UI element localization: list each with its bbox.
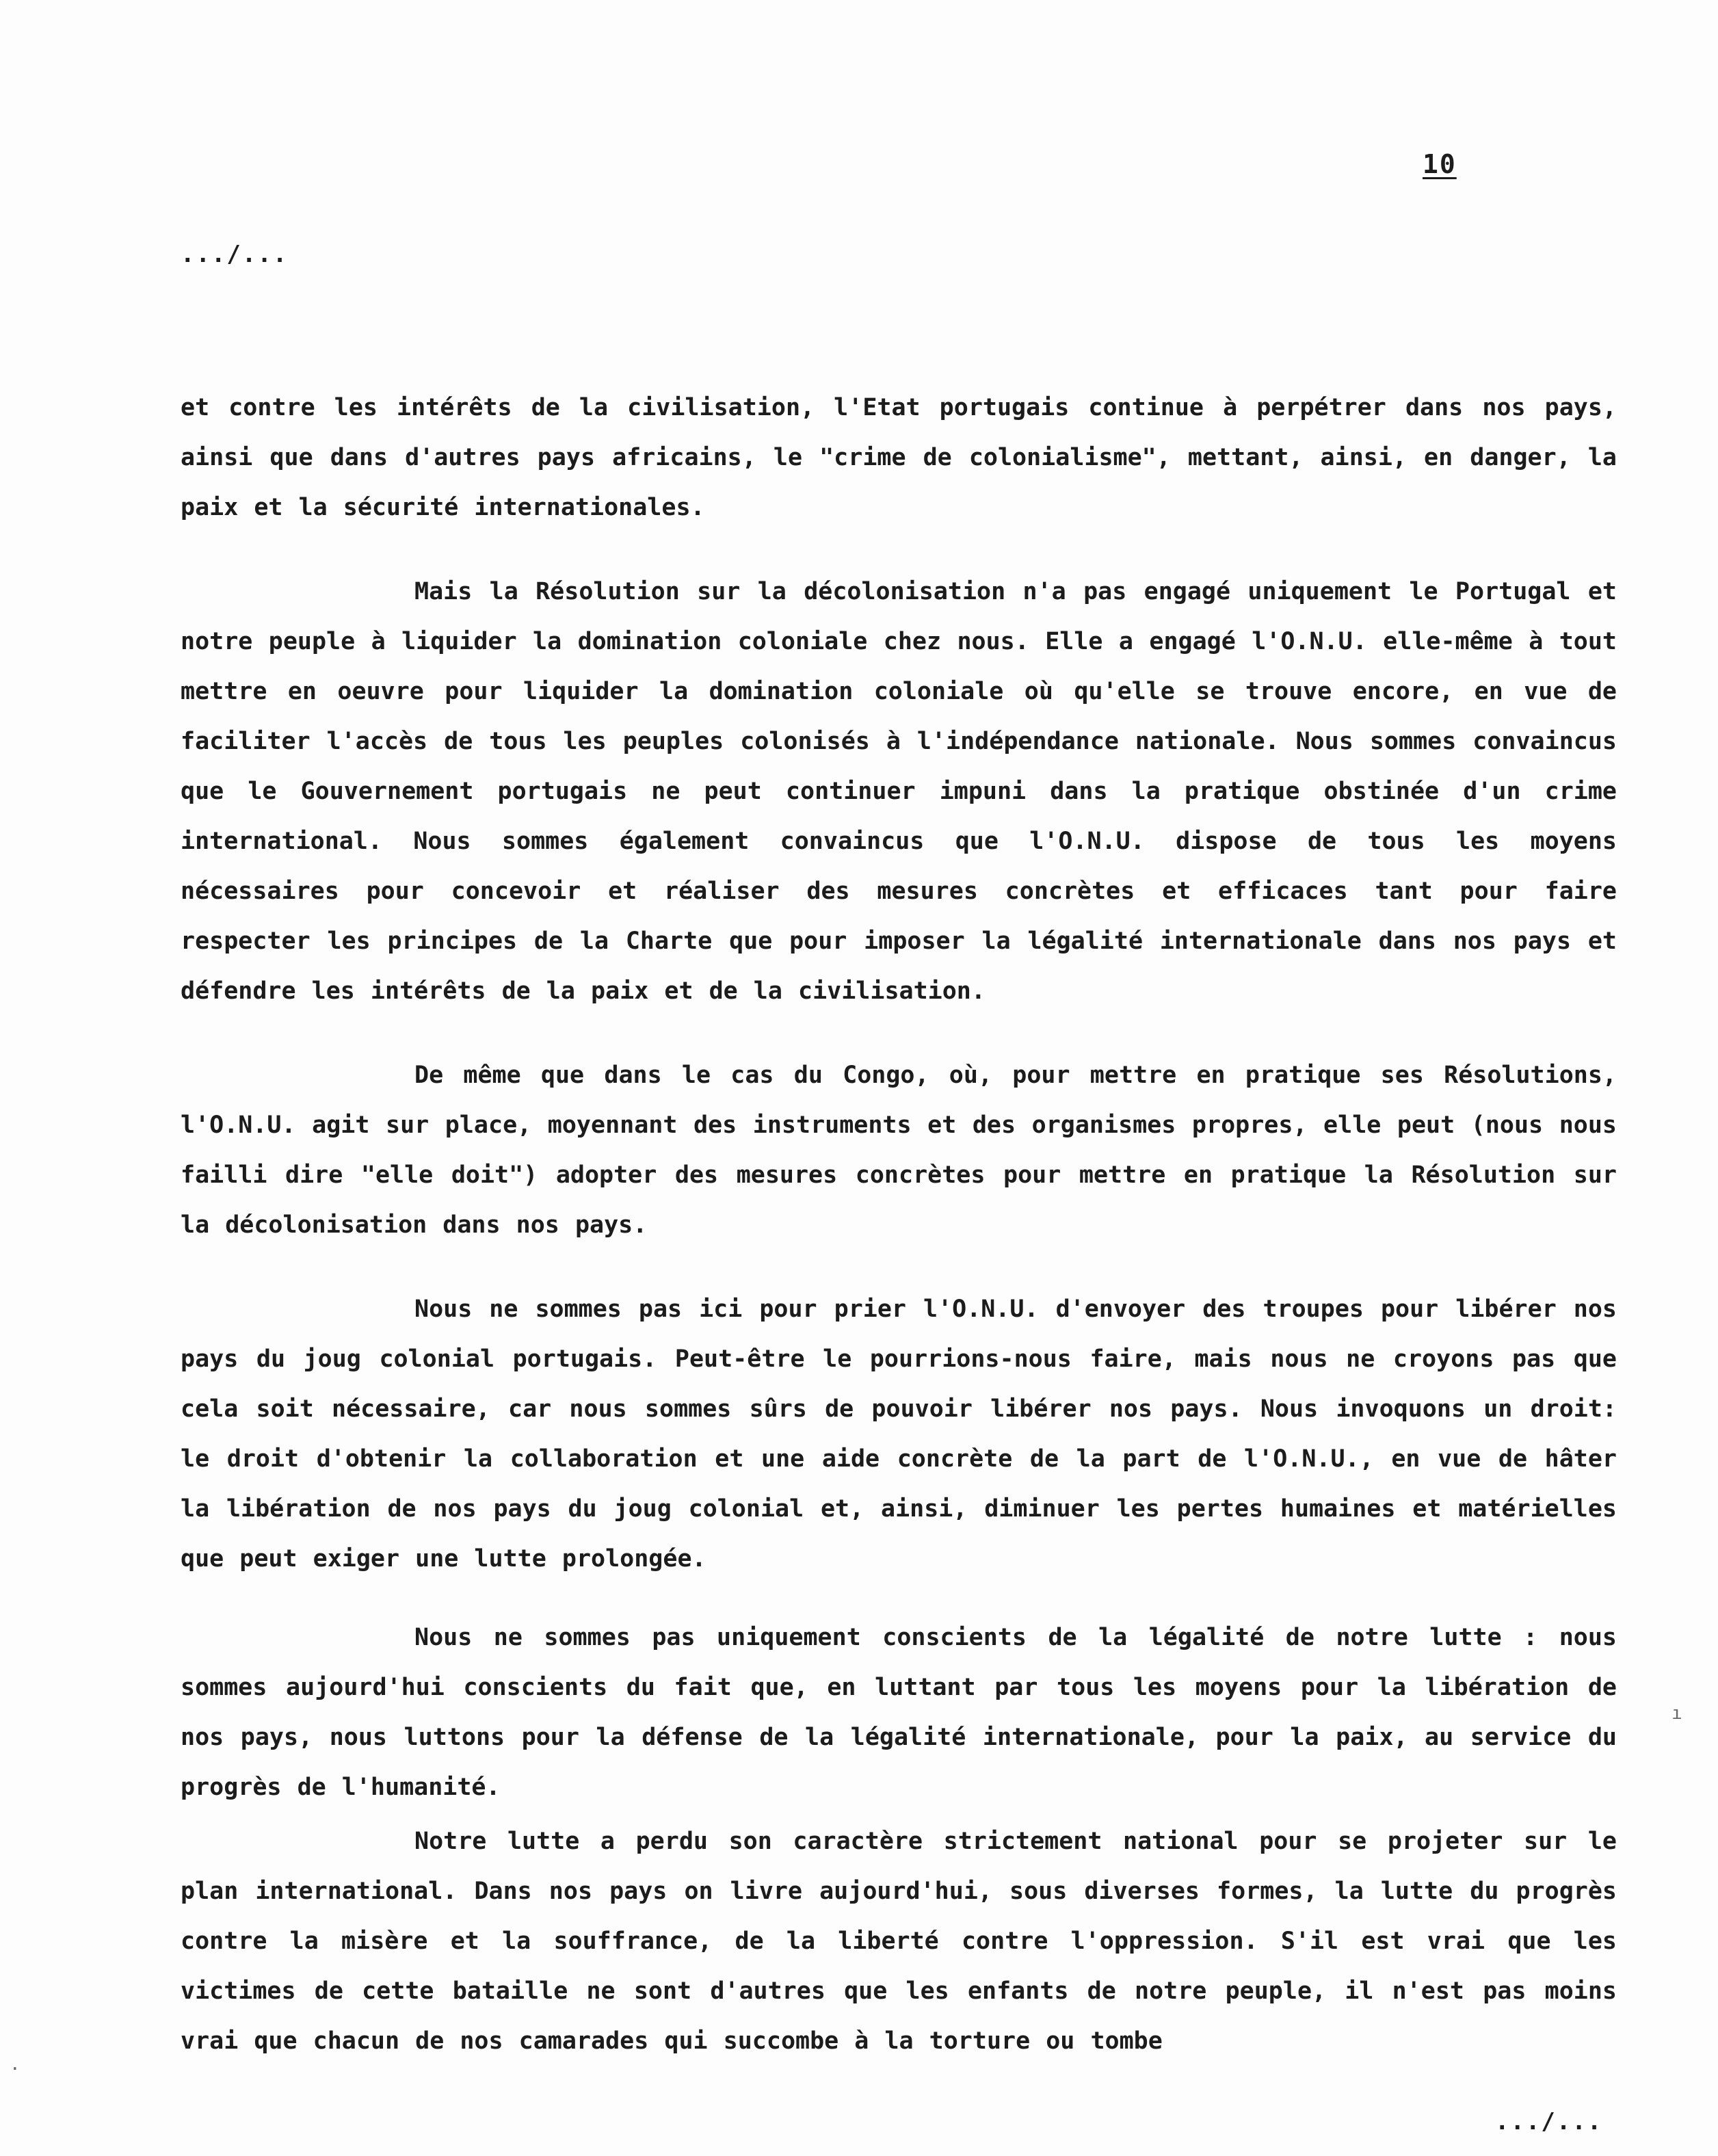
continuation-marker-bottom: .../... — [1495, 2108, 1603, 2135]
paragraph-3: De même que dans le cas du Congo, où, pour mettre en pratique ses Résolutions, l'O.N.U. agit sur place, moyennant des instruments et des organismes propres, elle peut (nous nous failli dire "elle doit") adopter des mesures concrètes pour mettre en pratique la Résolution sur la décolonisation dans nos pays. — [181, 1062, 1617, 1239]
scan-speck-mark: ı — [1671, 1703, 1682, 1724]
paragraph-1: et contre les intérêts de la civilisation, l'Etat portugais continue à perpétrer dans nos pays, ainsi que dans d'autres pays africains, le "crime de colonialisme", mettant, ainsi, en danger, la paix et la sécurité internationales. — [181, 394, 1617, 521]
scan-speck-mark: · — [10, 2059, 21, 2079]
paragraph-6: Notre lutte a perdu son caractère strictement national pour se projeter sur le plan international. Dans nos pays on livre aujourd'hui, sous diverses formes, la lutte du progrès contre la misère et la souffrance, de la liberté contre l'oppression. S'il est vrai que les victimes de cette bataille ne sont d'autres que les enfants de notre peuple, il n'est pas moins vrai que chacun de nos camarades qui succombe à la torture ou tombe — [181, 1828, 1617, 2055]
paragraph-2: Mais la Résolution sur la décolonisation n'a pas engagé uniquement le Portugal et notre peuple à liquider la domination coloniale chez nous. Elle a engagé l'O.N.U. elle-même à tout mettre en oeuvre pour liquider la domination coloniale où qu'elle se trouve encore, en vue de faciliter l'accès de tous les peuples colonisés à l'indépendance nationale. Nous sommes convaincus que le Gouvernement portugais ne peut continuer impuni dans la pratique obstinée d'un crime international. Nous sommes également convaincus que l'O.N.U. dispose de tous les moyens nécessaires pour concevoir et réaliser des mesures concrètes et efficaces tant pour faire respecter les principes de la Charte que pour imposer la légalité internationale dans nos pays et défendre les intérêts de la paix et de la civilisation. — [181, 578, 1617, 1005]
paragraph-4: Nous ne sommes pas ici pour prier l'O.N.U. d'envoyer des troupes pour libérer nos pays du joug colonial portugais. Peut-être le pourrions-nous faire, mais nous ne croyons pas que cela soit nécessaire, car nous sommes sûrs de pouvoir libérer nos pays. Nous invoquons un droit: le droit d'obtenir la collaboration et une aide concrète de la part de l'O.N.U., en vue de hâter la libération de nos pays du joug colonial et, ainsi, diminuer les pertes humaines et matérielles que peut exiger une lutte prolongée. — [181, 1296, 1617, 1573]
paragraph-5: Nous ne sommes pas uniquement conscients de la légalité de notre lutte : nous sommes aujourd'hui conscients du fait que, en luttant par tous les moyens pour la libération de nos pays, nous luttons pour la défense de la légalité internationale, pour la paix, au service du progrès de l'humanité. — [181, 1624, 1617, 1801]
page-number: 10 — [1423, 149, 1457, 179]
document-body — [181, 383, 1617, 2066]
continuation-marker-top: .../... — [181, 241, 289, 268]
